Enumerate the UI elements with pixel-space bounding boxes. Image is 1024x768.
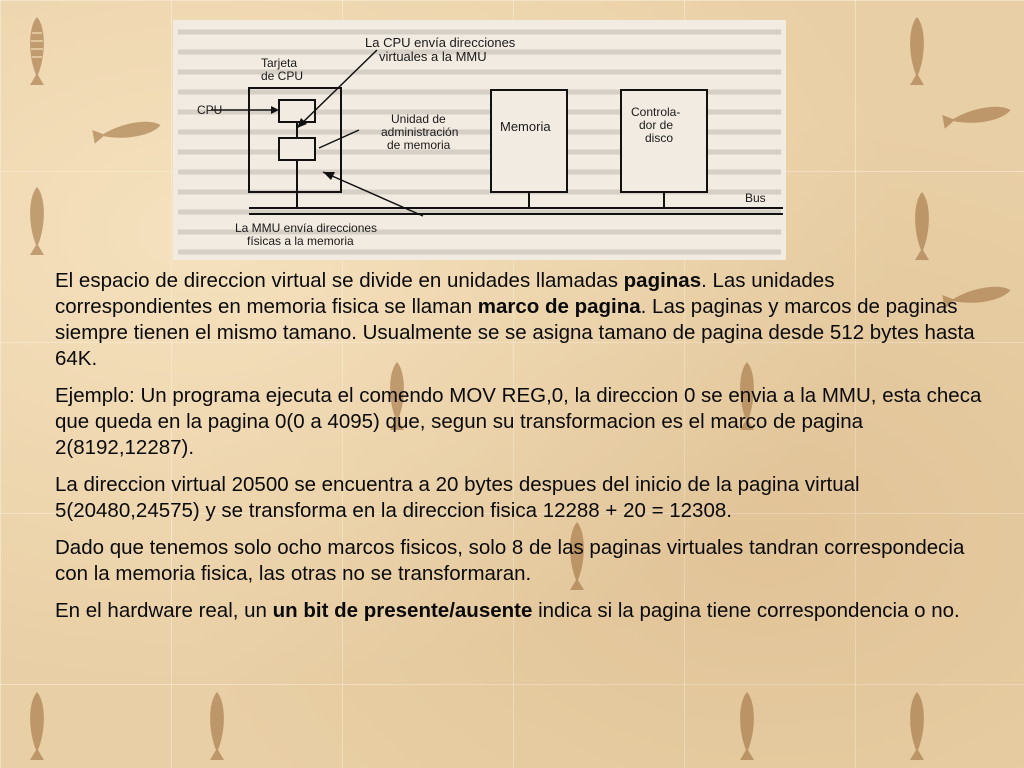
text-run: . Las unidades correspondientes en memoria fisica se llaman <box>55 269 835 318</box>
paragraph-paging-intro <box>55 268 995 372</box>
fossil-fish-decoration <box>89 108 166 154</box>
text-run: . Las paginas y marcos de paginas siempre tienen el mismo tamano. Usualmente se se asigna tamano de pagina desde 512 bytes hasta 64K. <box>55 295 975 370</box>
text-run: En el hardware real, un <box>55 599 273 622</box>
paragraph-example: Ejemplo: Un programa ejecuta el comendo MOV REG,0, la direccion 0 se envia a la MMU, esta checa que queda en la pagina 0(0 a 4095) que, segun su transformacion es el marco de pagina 2(8192,12287). <box>55 384 982 459</box>
cpu-sends-label: La CPU envía direcciones virtuales a la MMU <box>365 35 516 64</box>
fossil-fish-decoration <box>900 15 934 87</box>
fossil-fish-decoration <box>900 690 934 762</box>
cpu-card-label: Tarjeta de CPU <box>261 56 304 83</box>
mmu-diagram <box>173 20 786 260</box>
fossil-fish-decoration <box>730 690 764 762</box>
memory-box <box>491 90 567 192</box>
term-present-absent-bit: un bit de presente/ausente <box>272 599 533 622</box>
mmu-sends-label: La MMU envía direcciones físicas a la memoria <box>235 221 378 248</box>
paragraph-present-bit <box>55 598 995 624</box>
fossil-fish-decoration <box>939 93 1016 139</box>
paragraph-virtual-address: La direccion virtual 20500 se encuentra a 20 bytes despues del inicio de la pagina virtual 5(20480,24575) y se transforma en la direccion fisica 12288 + 20 = 12308. <box>55 473 860 522</box>
term-paginas: paginas <box>623 269 702 292</box>
fossil-fish-decoration <box>20 690 54 762</box>
term-marco-de-pagina: marco de pagina <box>477 295 641 318</box>
cpu-box <box>279 100 315 122</box>
mmu-diagram-svg <box>173 20 786 260</box>
disk-controller-label: Controla- dor de disco <box>631 105 681 145</box>
mmu-label: Unidad de administración de memoria <box>381 112 459 152</box>
slide-body-text <box>55 268 995 635</box>
fossil-fish-decoration <box>905 190 939 262</box>
fossil-fish-decoration <box>200 690 234 762</box>
text-run: indica si la pagina tiene correspondencia o no. <box>532 599 960 622</box>
fossil-fish-decoration <box>20 185 54 257</box>
paragraph-physical-frames: Dado que tenemos solo ocho marcos fisicos, solo 8 de las paginas virtuales tandran correspondecia con la memoria fisica, las otras no se transformaran. <box>55 536 965 585</box>
fossil-fish-decoration <box>20 15 54 87</box>
bus-label: Bus <box>745 191 766 205</box>
mmu-box <box>279 138 315 160</box>
cpu-label: CPU <box>197 103 223 117</box>
memory-label: Memoria <box>500 119 551 134</box>
text-run: El espacio de direccion virtual se divide en unidades llamadas <box>55 269 624 292</box>
